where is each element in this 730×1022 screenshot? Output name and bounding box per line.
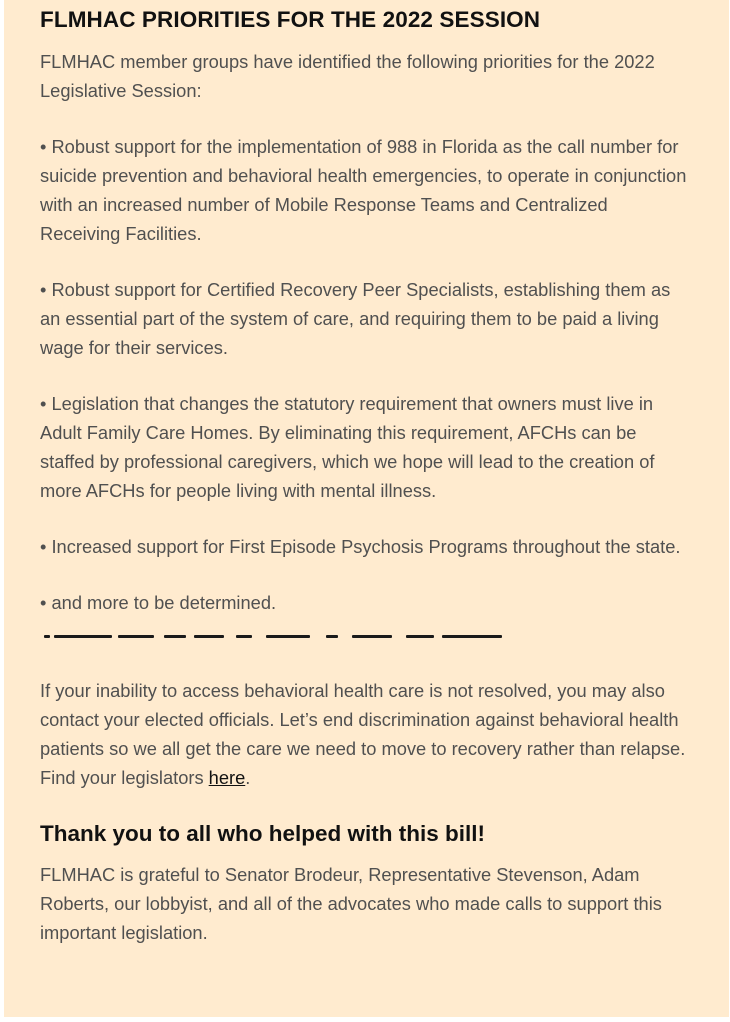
thanks-title: Thank you to all who helped with this bill!	[40, 821, 486, 846]
priority-item-psychosis: • Increased support for First Episode Psychosis Programs throughout the state.	[40, 536, 681, 557]
priority-item-988: • Robust support for the implementation of 988 in Florida as the call number for suicide prevention and behavioral health emergencies, to operate in conjunction with an increased number of Mobile Response Teams and Centralized Receiving Facilities.	[40, 136, 687, 244]
closing-suffix: .	[245, 767, 251, 788]
section-title: FLMHAC PRIORITIES FOR THE 2022 SESSION	[40, 7, 541, 32]
priority-item-afch: • Legislation that changes the statutory requirement that owners must live in Adult Family Care Homes. By eliminating this requirement, AFCHs can be staffed by professional caregivers, which we hope will lead to the creation of more AFCHs for people living with mental illness.	[40, 393, 655, 501]
content-panel	[4, 0, 729, 1017]
priority-item-peer-specialists: • Robust support for Certified Recovery Peer Specialists, establishing them as an essential part of the system of care, and requiring them to be paid a living wage for their services.	[40, 279, 671, 358]
priority-item-more: • and more to be determined.	[40, 592, 277, 613]
find-legislators-link[interactable]: here	[208, 767, 246, 788]
intro-paragraph: FLMHAC member groups have identified the following priorities for the 2022 Legislative Session:	[40, 51, 655, 101]
clipped-text-line	[40, 635, 693, 643]
thanks-paragraph: FLMHAC is grateful to Senator Brodeur, Representative Stevenson, Adam Roberts, our lobbyist, and all of the advocates who made calls to support this important legislation.	[40, 864, 662, 943]
closing-paragraph	[40, 676, 693, 792]
closing-text: If your inability to access behavioral health care is not resolved, you may also contact your elected officials. Let’s end discrimination against behavioral health patients so we all get the care we need to move to recovery rather than relapse. Find your legislators	[40, 680, 686, 788]
